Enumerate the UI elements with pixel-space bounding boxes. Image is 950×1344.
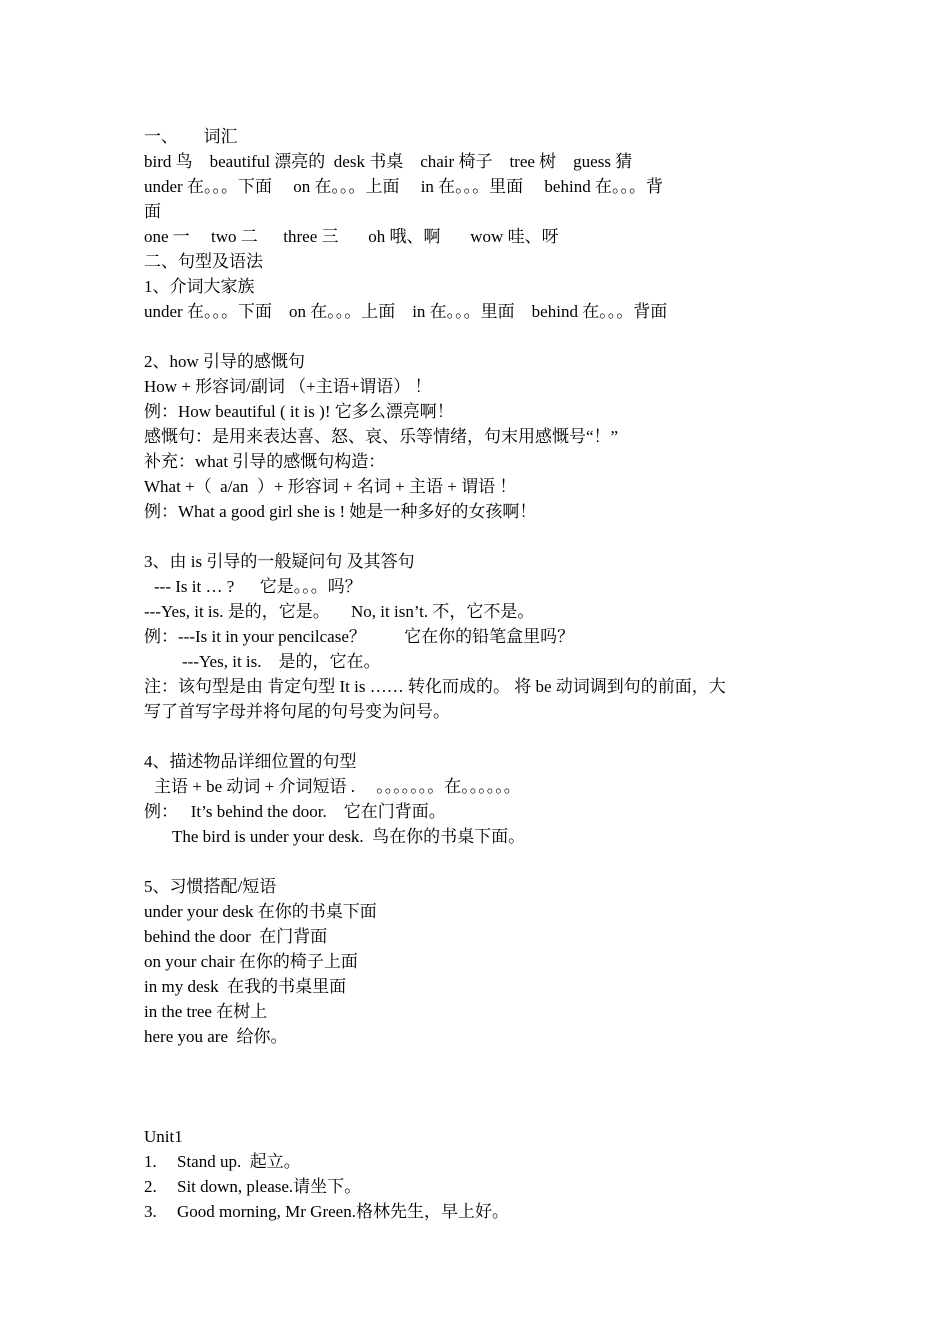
unit-item: [144, 1174, 814, 1199]
grammar-heading: 二、句型及语法: [144, 252, 263, 271]
item-text: Good morning, Mr Green.格林先生，早上好。: [177, 1202, 509, 1221]
blank-line: [144, 524, 814, 549]
item-number: 2.: [144, 1177, 157, 1196]
section-2-title: 2、how 引导的感慨句: [144, 352, 306, 371]
blank-line: [144, 324, 814, 349]
item-text: Stand up. 起立。: [177, 1152, 301, 1171]
item-number: 1.: [144, 1152, 157, 1171]
section-3-note: 注：该句型是由 肯定句型 It is …… 转化而成的。 将 be 动词调到句的前面，大: [144, 677, 726, 696]
section-3-note: 写了首写字母并将句尾的句号变为问号。: [144, 702, 450, 721]
phrase-item: in the tree 在树上: [144, 1002, 268, 1021]
section-2-line: What +（ a/an ）+ 形容词 + 名词 + 主语 + 谓语 ！: [144, 477, 517, 496]
section-2-line: 例：How beautiful ( it is )! 它多么漂亮啊！: [144, 402, 454, 421]
section-2-line: How + 形容词/副词 （+主语+谓语） ！: [144, 377, 432, 396]
section-5-title: 5、习惯搭配/短语: [144, 877, 277, 896]
section-2-line: 例：What a good girl she is ! 她是一种多好的女孩啊！: [144, 502, 537, 521]
blank-line: [144, 724, 814, 749]
section-3-question: --- Is it … ? 它是。。。吗？: [154, 577, 362, 596]
section-4-example: The bird is under your desk. 鸟在你的书桌下面。: [172, 827, 526, 846]
phrase-item: on your chair 在你的椅子上面: [144, 952, 358, 971]
section-3-title: 3、由 is 引导的一般疑问句 及其答句: [144, 552, 415, 571]
vocab-line: under 在。。。下面 on 在。。。上面 in 在。。。里面 behind 在。。。背: [144, 177, 663, 196]
section-4-title: 4、描述物品详细位置的句型: [144, 752, 357, 771]
phrase-item: behind the door 在门背面: [144, 927, 328, 946]
section-4-pattern: 主语 + be 动词 + 介词短语 . 。。。。。。。在。。。。。。: [154, 777, 521, 796]
phrase-item: in my desk 在我的书桌里面: [144, 977, 347, 996]
unit-title: Unit1: [144, 1127, 183, 1146]
item-text: Sit down, please.请坐下。: [177, 1177, 362, 1196]
item-number: 3.: [144, 1202, 157, 1221]
section-2-line: 补充：what 引导的感慨句构造：: [144, 452, 386, 471]
section-1-line: under 在。。。下面 on 在。。。上面 in 在。。。里面 behind 在。。。背面: [144, 302, 668, 321]
vocab-heading: 一、 词汇: [144, 127, 238, 146]
unit-item: [144, 1149, 814, 1174]
section-3-answer: ---Yes, it is. 是的，它是。 No, it isn’t. 不，它不是。: [144, 602, 535, 621]
vocab-line: 面: [144, 202, 161, 221]
phrase-item: here you are 给你。: [144, 1027, 288, 1046]
section-3-example: 例：---Is it in your pencilcase？ 它在你的铅笔盒里吗？: [144, 627, 575, 646]
section-4-example: 例： It’s behind the door. 它在门背面。: [144, 802, 446, 821]
blank-space: [144, 1049, 814, 1124]
section-2-line: 感慨句：是用来表达喜、怒、哀、乐等情绪，句末用感慨号“！”: [144, 427, 619, 446]
document-page: [144, 124, 814, 1224]
vocab-line: one 一 two 二 three 三 oh 哦、啊 wow 哇、呀: [144, 227, 559, 246]
section-3-example: ---Yes, it is. 是的，它在。: [182, 652, 381, 671]
unit-item: [144, 1199, 814, 1224]
phrase-item: under your desk 在你的书桌下面: [144, 902, 377, 921]
vocab-line: bird 鸟 beautiful 漂亮的 desk 书桌 chair 椅子 tree 树 guess 猜: [144, 152, 633, 171]
section-1-title: 1、介词大家族: [144, 277, 255, 296]
blank-line: [144, 849, 814, 874]
